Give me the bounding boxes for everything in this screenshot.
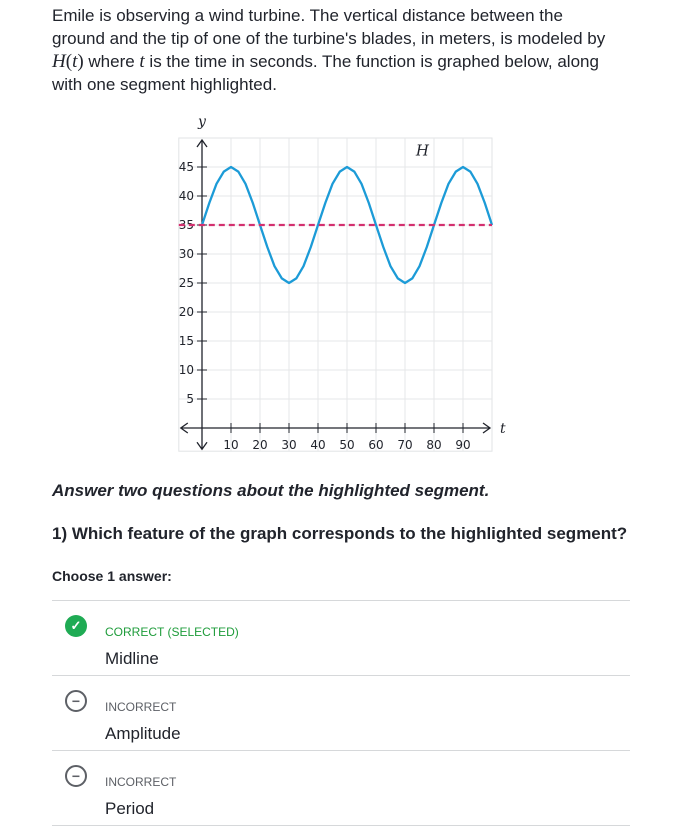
x-tick-label: 20	[252, 438, 268, 452]
series-label: H	[415, 141, 429, 160]
choice-label: Amplitude	[105, 724, 181, 743]
choice-label: Period	[105, 799, 155, 818]
x-tick-label: 50	[339, 438, 355, 452]
sinusoidal-graph	[160, 108, 510, 468]
choice-period[interactable]	[52, 751, 630, 826]
problem-line-1: Emile is observing a wind turbine. The vertical distance between the	[52, 6, 563, 25]
y-tick-label: 5	[186, 392, 194, 406]
problem-statement	[52, 4, 652, 96]
choice-label: Midline	[105, 649, 159, 668]
x-tick-label: 90	[455, 438, 471, 452]
x-tick-label: 70	[397, 438, 413, 452]
x-tick-label: 10	[223, 438, 239, 452]
x-tick-label: 60	[368, 438, 384, 452]
x-axis-label: t	[500, 421, 506, 437]
minus-circle-icon: −	[65, 690, 87, 712]
problem-line-2: ground and the tip of one of the turbine's blades, in meters, is modeled by	[52, 29, 606, 48]
y-tick-label: 20	[178, 305, 194, 319]
function-close-paren: )	[77, 51, 84, 72]
y-tick-label: 40	[178, 189, 194, 203]
time-variable: t	[139, 51, 145, 72]
choice-status: INCORRECT	[105, 700, 177, 714]
y-tick-label: 25	[178, 276, 194, 290]
x-tick-label: 40	[310, 438, 326, 452]
function-variable: t	[72, 51, 78, 72]
y-tick-label: 30	[178, 247, 194, 261]
plot-background	[179, 138, 492, 451]
x-tick-label: 30	[281, 438, 297, 452]
y-tick-label: 45	[178, 160, 194, 174]
function-open-paren: (	[65, 51, 73, 72]
check-icon: ✓	[65, 615, 87, 637]
choice-midline[interactable]	[52, 601, 630, 676]
instruction-text: Answer two questions about the highlighted segment.	[52, 481, 490, 500]
y-tick-label: 10	[178, 363, 194, 377]
function-name: H	[52, 51, 66, 72]
choice-status: CORRECT (SELECTED)	[105, 625, 239, 639]
answer-choices	[52, 600, 630, 826]
y-tick-label: 35	[178, 218, 194, 232]
problem-line-3-end: is the time in seconds. The function is graphed below, along	[144, 52, 599, 71]
choice-status: INCORRECT	[105, 775, 177, 789]
x-tick-label: 80	[426, 438, 442, 452]
y-tick-label: 15	[178, 334, 194, 348]
question-text: 1) Which feature of the graph corresponds to the highlighted segment?	[52, 524, 628, 543]
choice-amplitude[interactable]	[52, 676, 630, 751]
choose-label: Choose 1 answer:	[52, 568, 172, 584]
problem-line-3-mid: where	[83, 52, 140, 71]
minus-circle-icon: −	[65, 765, 87, 787]
problem-line-4: with one segment highlighted.	[52, 75, 277, 94]
y-axis-label: y	[198, 114, 206, 130]
